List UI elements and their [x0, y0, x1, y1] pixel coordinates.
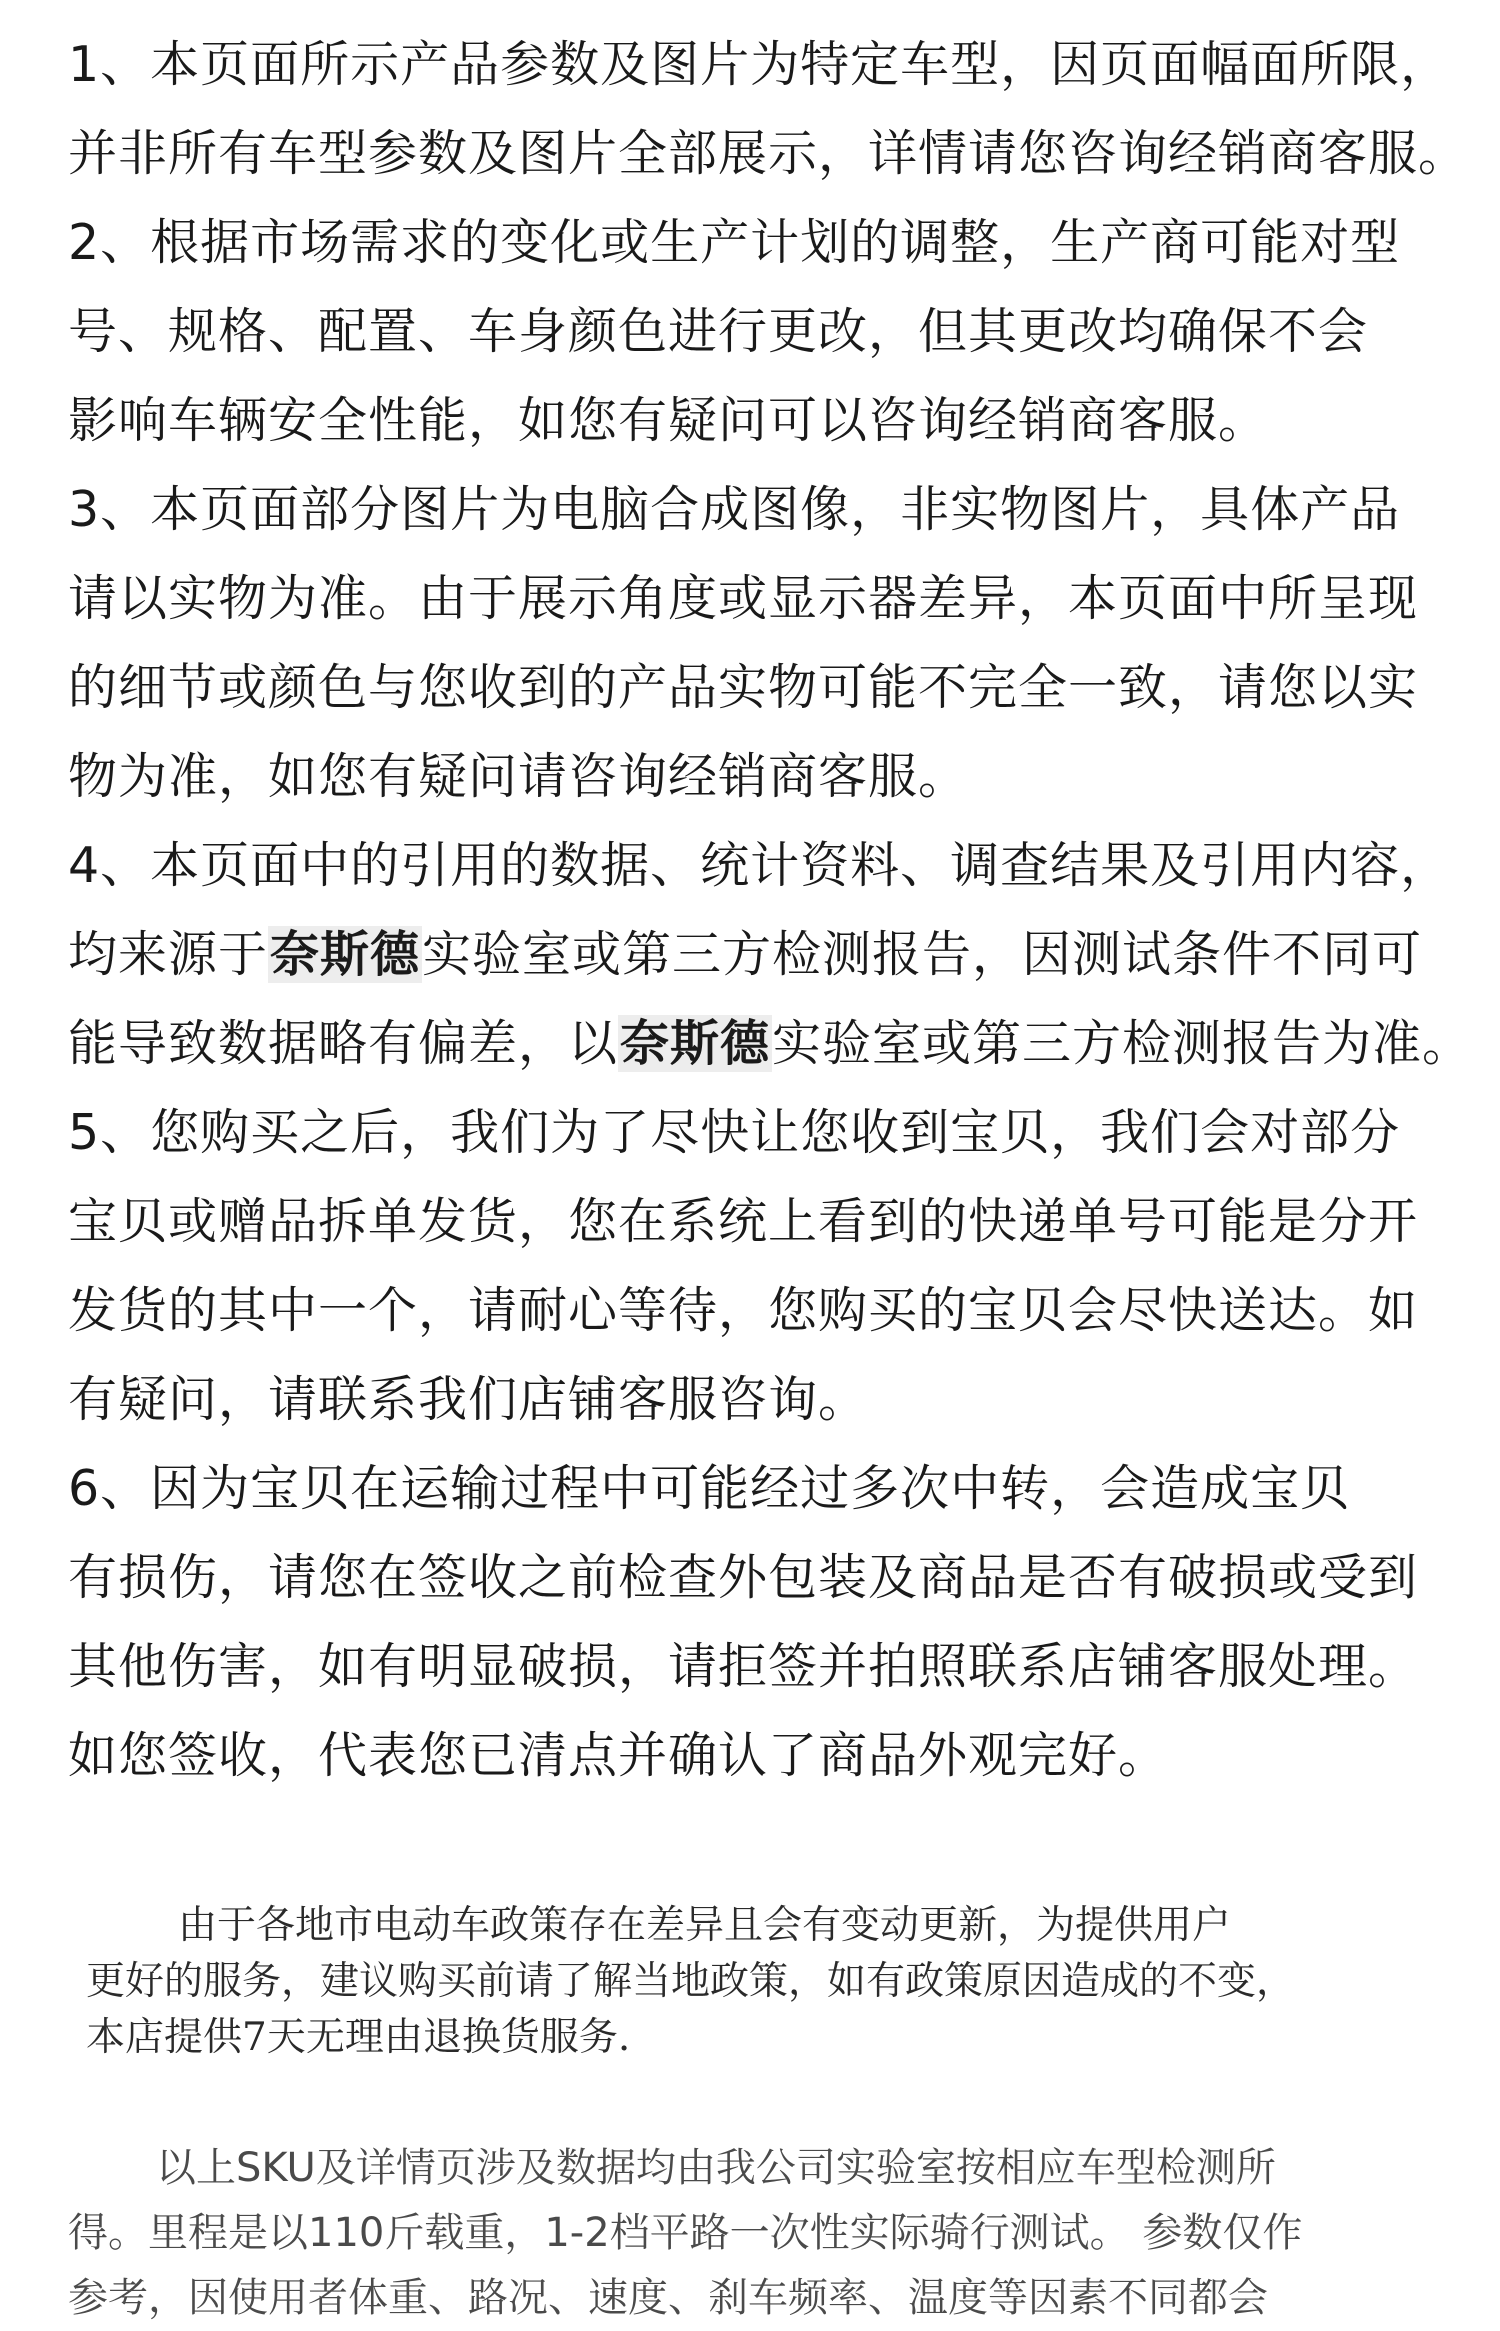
notice-section: [68, 20, 1488, 1800]
notice-text: 2、根据市场需求的变化或生产计划的调整，生产商可能对型: [68, 214, 1401, 271]
notice-text: 物为准，如您有疑问请咨询经销商客服。: [68, 748, 969, 805]
notice-text: 均来源于: [68, 926, 269, 983]
policy-line: 本店提供7天无理由退换货服务.: [86, 2015, 631, 2060]
notice-line: [68, 465, 1488, 554]
notice-text: 实验室或第三方检测报告，因测试条件不同可: [422, 926, 1423, 983]
notice-line: [68, 821, 1488, 910]
brand-name-highlight: 奈斯德: [270, 926, 421, 983]
brand-name-highlight: 奈斯德: [620, 1015, 771, 1072]
sku-note-line: 以上SKU及详情页涉及数据均由我公司实验室按相应车型检测所: [156, 2145, 1276, 2191]
notice-line: [68, 1533, 1488, 1622]
notice-line: [68, 1444, 1488, 1533]
notice-line: [68, 287, 1488, 376]
notice-line: [68, 643, 1488, 732]
policy-line: 更好的服务，建议购买前请了解当地政策，如有政策原因造成的不变，: [86, 1959, 1296, 2004]
notice-line: [68, 999, 1488, 1088]
notice-text: 能导致数据略有偏差，以: [68, 1015, 619, 1072]
notice-text: 如您签收，代表您已清点并确认了商品外观完好。: [68, 1727, 1169, 1784]
notice-text: 有损伤，请您在签收之前检查外包装及商品是否有破损或受到: [68, 1549, 1419, 1606]
notice-line: [68, 732, 1488, 821]
notice-text: 实验室或第三方检测报告为准。: [772, 1015, 1473, 1072]
policy-line: 由于各地市电动车政策存在差异且会有变动更新，为提供用户: [178, 1903, 1232, 1948]
notice-text: 发货的其中一个，请耐心等待，您购买的宝贝会尽快送达。如: [68, 1282, 1419, 1339]
notice-line: [68, 1711, 1488, 1800]
notice-text: 有疑问，请联系我们店铺客服咨询。: [68, 1371, 869, 1428]
notice-line: [68, 554, 1488, 643]
notice-text: 的细节或颜色与您收到的产品实物可能不完全一致，请您以实: [68, 659, 1419, 716]
notice-line: [68, 1088, 1488, 1177]
notice-text: 3、本页面部分图片为电脑合成图像，非实物图片，具体产品: [68, 481, 1401, 538]
notice-line: [68, 198, 1488, 287]
policy-notice: [86, 1898, 1486, 2066]
notice-text: 请以实物为准。由于展示角度或显示器差异，本页面中所呈现: [68, 570, 1419, 627]
notice-line: [68, 1355, 1488, 1444]
notice-line: [68, 1177, 1488, 1266]
sku-note-line: 得。里程是以110斤载重，1-2档平路一次性实际骑行测试。 参数仅作: [68, 2210, 1303, 2256]
notice-line: [68, 1622, 1488, 1711]
notice-text: 1、本页面所示产品参数及图片为特定车型，因页面幅面所限，: [68, 36, 1451, 93]
notice-text: 影响车辆安全性能，如您有疑问可以咨询经销商客服。: [68, 392, 1269, 449]
notice-text: 并非所有车型参数及图片全部展示，详情请您咨询经销商客服。: [68, 125, 1469, 182]
notice-line: [68, 376, 1488, 465]
sku-data-note: [68, 2136, 1488, 2331]
notice-text: 宝贝或赠品拆单发货，您在系统上看到的快递单号可能是分开: [68, 1193, 1419, 1250]
notice-line: [68, 109, 1488, 198]
notice-line: [68, 1266, 1488, 1355]
sku-note-line: 参考，因使用者体重、路况、速度、刹车频率、温度等因素不同都会: [68, 2275, 1268, 2321]
notice-text: 6、因为宝贝在运输过程中可能经过多次中转，会造成宝贝: [68, 1460, 1351, 1517]
notice-text: 其他伤害，如有明显破损，请拒签并拍照联系店铺客服处理。: [68, 1638, 1419, 1695]
notice-text: 号、规格、配置、车身颜色进行更改，但其更改均确保不会: [68, 303, 1369, 360]
notice-text: 5、您购买之后，我们为了尽快让您收到宝贝，我们会对部分: [68, 1104, 1401, 1161]
notice-line: [68, 20, 1488, 109]
notice-line: [68, 910, 1488, 999]
notice-text: 4、本页面中的引用的数据、统计资料、调查结果及引用内容，: [68, 837, 1451, 894]
